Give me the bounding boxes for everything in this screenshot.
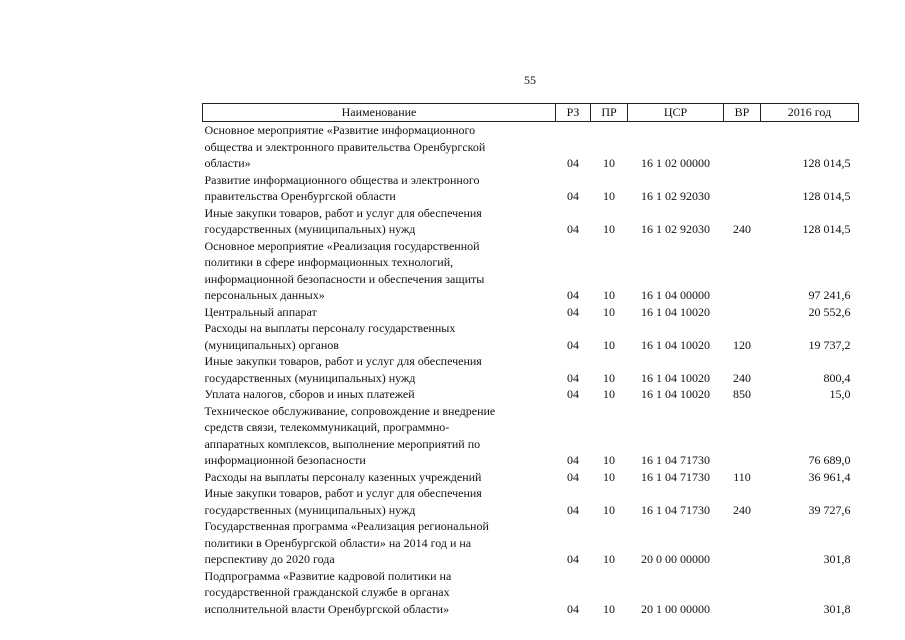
table-row xyxy=(203,320,859,353)
table-row xyxy=(203,353,859,386)
table-row xyxy=(203,238,859,304)
row-csr: 16 1 04 10020 xyxy=(641,304,710,319)
row-csr: 16 1 04 00000 xyxy=(641,288,710,302)
row-rz: 04 xyxy=(567,502,579,517)
row-pr: 10 xyxy=(603,288,615,302)
row-csr: 16 1 02 92030 xyxy=(641,222,710,236)
row-vr: 240 xyxy=(733,502,751,517)
row-rz: 04 xyxy=(567,469,579,484)
row-pr: 10 xyxy=(603,304,615,319)
row-vr xyxy=(724,403,761,469)
row-vr: 120 xyxy=(733,337,751,352)
row-name: Расходы на выплаты персоналу государственных (муниципальных) органов xyxy=(204,321,456,352)
row-csr: 16 1 04 71730 xyxy=(641,453,710,467)
row-vr: 850 xyxy=(733,387,751,401)
row-amount: 97 241,6 xyxy=(808,288,851,302)
row-csr: 16 1 04 10020 xyxy=(641,387,710,401)
table-row xyxy=(203,122,859,172)
row-csr: 16 1 04 10020 xyxy=(641,337,710,352)
table-row xyxy=(203,568,859,618)
row-vr: 240 xyxy=(733,370,751,385)
row-vr xyxy=(724,172,761,205)
header-name: Наименование xyxy=(203,104,556,122)
row-vr xyxy=(724,518,761,568)
row-amount: 36 961,4 xyxy=(808,469,851,484)
row-csr: 16 1 04 10020 xyxy=(641,370,710,385)
row-amount: 301,8 xyxy=(823,601,851,616)
row-rz: 04 xyxy=(567,370,579,385)
row-pr: 10 xyxy=(603,337,615,352)
row-csr: 16 1 04 71730 xyxy=(641,469,710,484)
row-name: Государственная программа «Реализация региональной политики в Оренбургской области» на 2014 год и на перспективу до 2020 года xyxy=(204,519,489,566)
header-pr: ПР xyxy=(591,104,628,122)
row-name: Расходы на выплаты персоналу казенных учреждений xyxy=(204,469,482,484)
row-rz: 04 xyxy=(567,222,579,236)
row-name: Подпрограмма «Развитие кадровой политики на государственной гражданской службе в органах исполнительной власти Оренбургской области» xyxy=(204,568,452,616)
row-csr: 16 1 02 00000 xyxy=(641,156,710,170)
row-pr: 10 xyxy=(603,189,615,203)
row-csr: 20 0 00 00000 xyxy=(641,552,710,566)
row-rz: 04 xyxy=(567,156,579,170)
row-vr xyxy=(724,238,761,304)
header-year: 2016 год xyxy=(761,104,859,122)
row-amount: 800,4 xyxy=(823,370,851,385)
row-amount: 128 014,5 xyxy=(802,222,851,236)
row-name: Иные закупки товаров, работ и услуг для обеспечения государственных (муниципальных) нужд xyxy=(204,205,482,236)
row-rz: 04 xyxy=(567,453,579,467)
row-amount: 20 552,6 xyxy=(808,304,851,319)
row-name: Уплата налогов, сборов и иных платежей xyxy=(204,387,415,401)
row-pr: 10 xyxy=(603,601,615,616)
page-number: 55 xyxy=(524,73,536,87)
table-header-row xyxy=(203,104,859,122)
table-row xyxy=(203,518,859,568)
table-row xyxy=(203,469,859,486)
table-row xyxy=(203,304,859,321)
row-vr xyxy=(724,122,761,172)
row-pr: 10 xyxy=(603,469,615,484)
row-amount: 76 689,0 xyxy=(808,453,851,467)
row-amount: 15,0 xyxy=(829,387,851,401)
row-vr: 240 xyxy=(733,222,751,236)
row-vr: 110 xyxy=(733,469,751,484)
row-name: Центральный аппарат xyxy=(204,304,317,319)
row-name: Развитие информационного общества и электронного правительства Оренбургской области xyxy=(204,172,480,203)
row-amount: 301,8 xyxy=(823,552,851,566)
row-pr: 10 xyxy=(603,387,615,401)
row-pr: 10 xyxy=(603,222,615,236)
header-rz: РЗ xyxy=(556,104,591,122)
row-pr: 10 xyxy=(603,156,615,170)
table-row xyxy=(203,485,859,518)
row-rz: 04 xyxy=(567,601,579,616)
row-amount: 128 014,5 xyxy=(802,156,851,170)
row-rz: 04 xyxy=(567,387,579,401)
table-row xyxy=(203,386,859,403)
header-csr: ЦСР xyxy=(628,104,724,122)
row-name: Техническое обслуживание, сопровождение и внедрение средств связи, телекоммуникаций, программно-аппаратных комплексов, выполнение мероприятий по информационной безопасности xyxy=(204,403,496,467)
row-rz: 04 xyxy=(567,552,579,566)
row-rz: 04 xyxy=(567,189,579,203)
row-rz: 04 xyxy=(567,337,579,352)
row-pr: 10 xyxy=(603,453,615,467)
row-csr: 16 1 02 92030 xyxy=(641,189,710,203)
row-rz: 04 xyxy=(567,304,579,319)
table-row xyxy=(203,205,859,238)
row-name: Основное мероприятие «Реализация государственной политики в сфере информационных технологий, информационной безопасности и обеспечения защиты персональных данных» xyxy=(204,238,485,302)
row-pr: 10 xyxy=(603,370,615,385)
row-amount: 19 737,2 xyxy=(808,337,851,352)
row-csr: 16 1 04 71730 xyxy=(641,502,710,517)
row-vr xyxy=(724,304,761,321)
row-name: Основное мероприятие «Развитие информационного общества и электронного правительства Оренбургской области» xyxy=(204,123,486,170)
row-rz: 04 xyxy=(567,288,579,302)
row-csr: 20 1 00 00000 xyxy=(641,601,710,616)
budget-table xyxy=(202,103,859,617)
row-name: Иные закупки товаров, работ и услуг для обеспечения государственных (муниципальных) нужд xyxy=(204,486,482,517)
row-amount: 39 727,6 xyxy=(808,502,851,517)
table-row xyxy=(203,172,859,205)
table-row xyxy=(203,403,859,469)
header-vr: ВР xyxy=(724,104,761,122)
row-amount: 128 014,5 xyxy=(802,189,851,203)
row-vr xyxy=(724,568,761,618)
row-pr: 10 xyxy=(603,502,615,517)
row-pr: 10 xyxy=(603,552,615,566)
row-name: Иные закупки товаров, работ и услуг для обеспечения государственных (муниципальных) нужд xyxy=(204,354,482,385)
